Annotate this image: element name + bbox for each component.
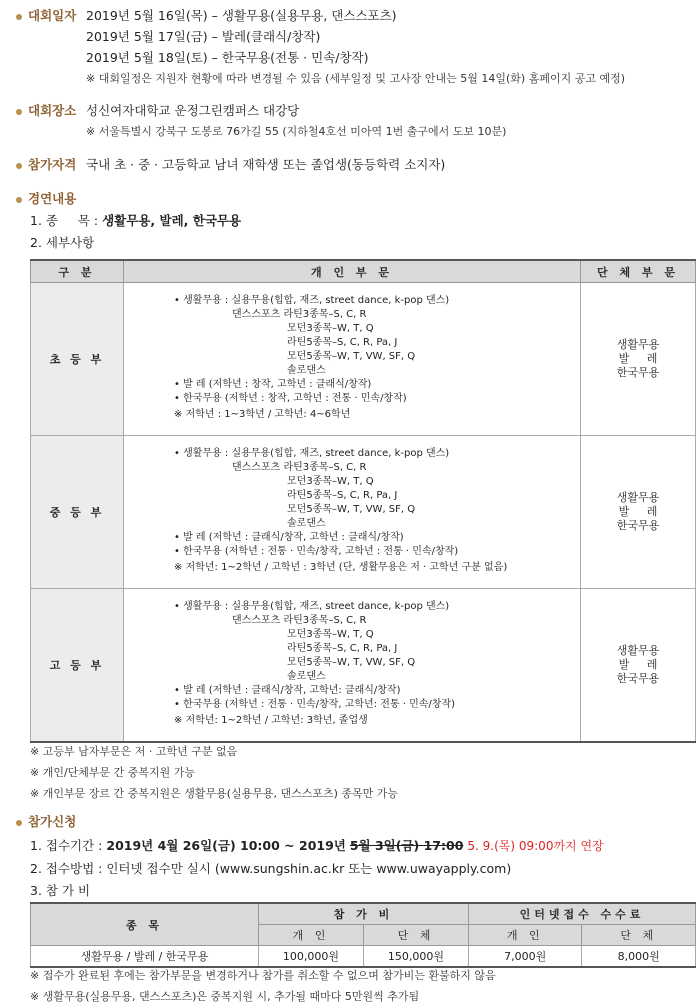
contest-label: 경연내용: [28, 191, 77, 206]
web-header-group: 단 체: [582, 925, 696, 946]
section-bullet-icon: [16, 820, 22, 826]
apply-period-prefix: 1. 접수기간 :: [30, 838, 103, 853]
detail-individual-line: 모던5종목–W, T, VW, SF, Q: [287, 351, 416, 362]
qual-section: [16, 155, 76, 173]
fee-table: [30, 902, 696, 968]
detail-group-item: 발 레: [618, 505, 658, 518]
date-label: 대회일자: [28, 8, 77, 23]
detail-individual-line: 라틴5종목–S, C, R, Pa, J: [287, 643, 398, 654]
detail-group-item: 한국무용: [616, 366, 660, 379]
apply-method: 2. 접수방법 : 인터넷 접수만 실시 (www.sungshin.ac.kr 또는 www.uwayapply.com): [30, 861, 512, 876]
detail-individual-line: 라틴5종목–S, C, R, Pa, J: [287, 490, 398, 501]
detail-table: [30, 259, 696, 743]
detail-individual-line: • 발 레 (저학년 : 창작, 고학년 : 클래식/창작): [174, 379, 372, 390]
venue-label: 대회장소: [28, 103, 77, 118]
date-section: [16, 6, 76, 24]
detail-row: [31, 436, 696, 589]
header-individual: 개 인 부 문: [124, 260, 581, 283]
contest-item-1-prefix: 1. 종 목 :: [30, 213, 99, 228]
contest-item-1: [30, 211, 241, 229]
detail-group-item: 생활무용: [616, 644, 660, 657]
detail-table-header: [31, 260, 696, 283]
header-group: 단 체 부 문: [581, 260, 696, 283]
detail-individual-cell: [124, 589, 581, 743]
fee-table-row: [31, 946, 696, 968]
section-bullet-icon: [16, 109, 22, 115]
detail-individual-cell: [124, 283, 581, 436]
detail-individual-line: 솔로댄스: [287, 671, 326, 682]
detail-division: 중 등 부: [31, 436, 124, 589]
apply-period: [30, 836, 604, 854]
detail-individual-line: 댄스스포츠 라틴3종목–S, C, R: [232, 309, 367, 320]
contest-item-1-value: 생활무용, 발레, 한국무용: [102, 213, 242, 228]
detail-individual-line: • 발 레 (저학년 : 클래식/창작, 고학년: 클래식/창작): [174, 685, 401, 696]
detail-individual-line: • 생활무용 : 실용무용(힙합, 재즈, street dance, k-pop 댄스): [174, 295, 450, 306]
detail-individual-line: 모던5종목–W, T, VW, SF, Q: [287, 504, 416, 515]
detail-individual-line: 모던3종목–W, T, Q: [287, 323, 374, 334]
detail-individual-line: • 생활무용 : 실용무용(힙합, 재즈, street dance, k-pop 댄스): [174, 448, 450, 459]
qual-label: 참가자격: [28, 157, 77, 172]
apply-period-extension: 5. 9.(목) 09:00까지 연장: [467, 839, 604, 853]
date-line-2: 2019년 5월 17일(금) – 발레(클래식/창작): [86, 29, 321, 44]
detail-group-item: 한국무용: [616, 672, 660, 685]
detail-group-item: 생활무용: [616, 491, 660, 504]
fee-header-web: 인터넷접수 수수료: [468, 903, 695, 925]
detail-individual-cell: [124, 436, 581, 589]
fee-header-individual: 개 인: [259, 925, 364, 946]
detail-individual-line: 댄스스포츠 라틴3종목–S, C, R: [232, 615, 367, 626]
fee-table-header-row-1: [31, 903, 696, 925]
contest-item-2: 2. 세부사항: [30, 235, 95, 250]
date-line-1: 2019년 5월 16일(목) – 생활무용(실용무용, 댄스스포츠): [86, 8, 397, 23]
web-header-individual: 개 인: [468, 925, 582, 946]
detail-group-cell: [581, 283, 696, 436]
venue-note: ※ 서울특별시 강북구 도봉로 76가길 55 (지하철4호선 미아역 1번 출구에서 도보 10분): [86, 125, 507, 138]
fee-header-fee: 참 가 비: [259, 903, 469, 925]
apply-period-struck: 5월 3일(금) 17:00: [349, 838, 464, 853]
apply-section: [16, 812, 76, 830]
section-bullet-icon: [16, 163, 22, 169]
detail-individual-line: • 한국무용 (저학년 : 전통 · 민속/창작, 고학년: 전통 · 민속/창작): [174, 699, 456, 710]
date-line-3: 2019년 5월 18일(토) – 한국무용(전통 · 민속/창작): [86, 50, 369, 65]
web-fee-individual: 7,000원: [468, 946, 582, 968]
venue-name: 성신여자대학교 운정그린캠퍼스 대강당: [86, 103, 300, 118]
detail-individual-line: ※ 저학년: 1~2학년 / 고학년 : 3학년 (단, 생활무용은 저 · 고학년 구분 없음): [174, 562, 508, 573]
detail-individual-line: ※ 저학년 : 1~3학년 / 고학년: 4~6학년: [174, 409, 351, 420]
detail-individual-line: • 한국무용 (저학년 : 창작, 고학년 : 전통 · 민속/창작): [174, 393, 407, 404]
note-3: ※ 개인부문 장르 간 중복지원은 생활무용(실용무용, 댄스스포츠) 종목만 가능: [30, 787, 399, 800]
venue-section: [16, 101, 76, 119]
detail-group-item: 발 레: [618, 352, 658, 365]
detail-individual-line: 솔로댄스: [287, 518, 326, 529]
footer-note-2: ※ 생활무용(실용무용, 댄스스포츠)은 중복지원 시, 추가될 때마다 5만원씩 추가됨: [30, 990, 420, 1003]
detail-division: 고 등 부: [31, 589, 124, 743]
detail-individual-line: 댄스스포츠 라틴3종목–S, C, R: [232, 462, 367, 473]
fee-individual: 100,000원: [259, 946, 364, 968]
detail-individual-line: • 발 레 (저학년 : 클래식/창작, 고학년 : 클래식/창작): [174, 532, 404, 543]
detail-row: [31, 589, 696, 743]
note-2: ※ 개인/단체부문 간 중복지원 가능: [30, 766, 196, 779]
fee-category: 생활무용 / 발레 / 한국무용: [31, 946, 259, 968]
detail-row: [31, 283, 696, 436]
contest-section: [16, 189, 76, 207]
detail-group-cell: [581, 589, 696, 743]
fee-header-category: 종 목: [31, 903, 259, 946]
web-fee-group: 8,000원: [582, 946, 696, 968]
detail-individual-line: ※ 저학년: 1~2학년 / 고학년: 3학년, 졸업생: [174, 715, 368, 726]
detail-group-item: 한국무용: [616, 519, 660, 532]
detail-individual-line: 모던3종목–W, T, Q: [287, 476, 374, 487]
detail-individual-line: • 한국무용 (저학년 : 전통 · 민속/창작, 고학년 : 전통 · 민속/창작): [174, 546, 459, 557]
date-note: ※ 대회일정은 지원자 현황에 따라 변경될 수 있음 (세부일정 및 고사장 안내는 5월 14일(화) 홈페이지 공고 예정): [86, 72, 625, 85]
section-bullet-icon: [16, 197, 22, 203]
detail-individual-line: 모던3종목–W, T, Q: [287, 629, 374, 640]
apply-label: 참가신청: [28, 814, 77, 829]
detail-group-item: 발 레: [618, 658, 658, 671]
apply-period-main: 2019년 4월 26일(금) 10:00 ~ 2019년: [106, 838, 346, 853]
detail-individual-line: 솔로댄스: [287, 365, 326, 376]
detail-group-item: 생활무용: [616, 338, 660, 351]
fee-group: 150,000원: [363, 946, 468, 968]
header-division: 구 분: [31, 260, 124, 283]
detail-individual-line: 모던5종목–W, T, VW, SF, Q: [287, 657, 416, 668]
section-bullet-icon: [16, 14, 22, 20]
detail-individual-line: 라틴5종목–S, C, R, Pa, J: [287, 337, 398, 348]
footer-note-1: ※ 접수가 완료된 후에는 참가부문을 변경하거나 참가를 취소할 수 없으며 참가비는 환불하지 않음: [30, 969, 496, 982]
note-1: ※ 고등부 남자부문은 저 · 고학년 구분 없음: [30, 745, 238, 758]
detail-individual-line: • 생활무용 : 실용무용(힙합, 재즈, street dance, k-pop 댄스): [174, 601, 450, 612]
detail-group-cell: [581, 436, 696, 589]
detail-division: 초 등 부: [31, 283, 124, 436]
fee-title: 3. 참 가 비: [30, 883, 91, 898]
fee-header-group: 단 체: [363, 925, 468, 946]
qual-text: 국내 초 · 중 · 고등학교 남녀 재학생 또는 졸업생(동등학력 소지자): [86, 157, 446, 172]
